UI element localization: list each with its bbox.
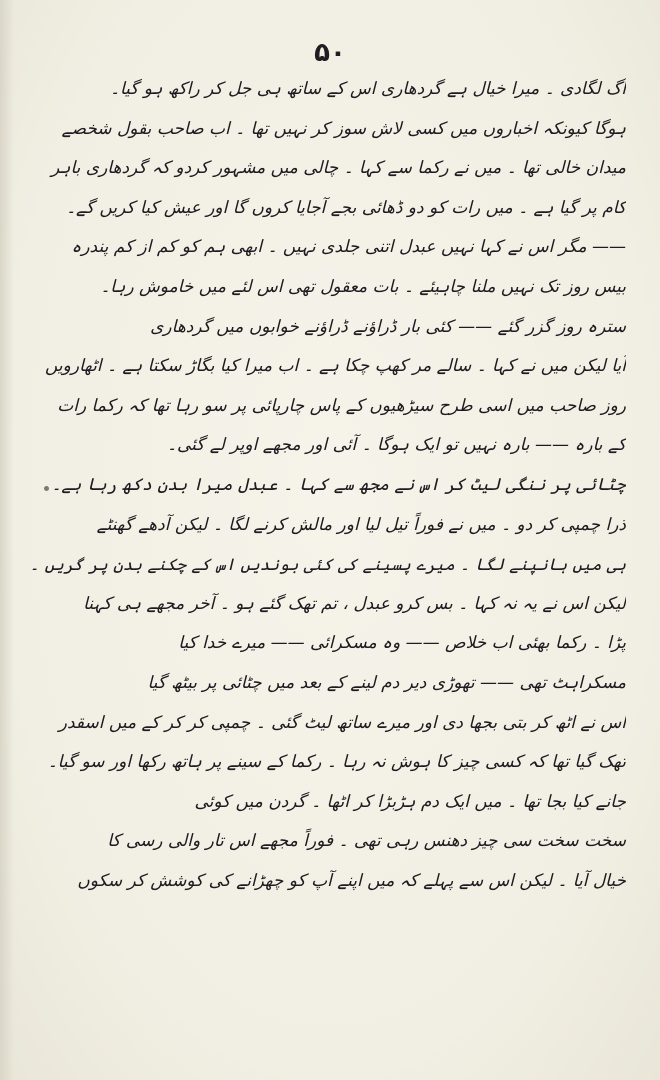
text-line: آگ لگادی ۔ میرا خیال ہے گردھاری اس کے ساتھ ہی جل کر راکھ ہو گیا۔ — [109, 79, 626, 99]
text-line: خیال آیا ۔ لیکن اس سے پہلے کہ میں اپنے آپ کو چھڑانے کی کوشش کر سکوں — [77, 870, 626, 891]
text-line: تھک گیا تھا کہ کسی چیز کا ہوش نہ رہا ۔ رکما کے سینے پر ہاتھ رکھا اور سو گیا۔ — [47, 752, 626, 773]
page-number: ۵۰ — [314, 38, 346, 68]
text-line: سترہ روز گزر گئے —— کئی بار ڈراؤنے ڈراؤنے خوابوں میں گردھاری — [150, 316, 626, 337]
text-line: ہی میں ہانپنے لگا ۔ میرے پسینے کی کئی بوندیں اس کے چکنے بدن پر گریں ۔ — [30, 555, 626, 575]
text-line: آیا لیکن میں نے کہا ۔ سالے مر کھپ چکا ہے ۔ اب میرا کیا بگاڑ سکتا ہے ۔ اٹھارویں — [44, 356, 626, 377]
text-line: روز صاحب میں اسی طرح سیڑھیوں کے پاس چارپائی پر سو رہا تھا کہ رکما رات — [57, 395, 626, 416]
text-line: چٹائی پر ننگی لیٹ کر اس نے مجھ سے کہا ۔ عبدل میرا بدن دکھ رہا ہے۔ — [51, 474, 626, 495]
text-line: اس نے اٹھ کر بتی بجھا دی اور میرے ساتھ لیٹ گئی ۔ چمپی کر کر کے میں اسقدر — [58, 712, 626, 733]
text-line: کام پر گیا ہے ۔ میں رات کو دو ڈھائی بجے آجایا کروں گا اور عیش کیا کریں گے۔ — [66, 197, 626, 218]
text-line: ذرا چمپی کر دو ۔ میں نے فوراً تیل لیا اور مالش کرنے لگا ۔ لیکن آدھے گھنٹے — [96, 514, 626, 535]
text-line: بیس روز تک نہیں ملنا چاہیئے ۔ بات معقول تھی اس لئے میں خاموش رہا۔ — [100, 276, 626, 297]
text-line: مسکراہٹ تھی —— تھوڑی دیر دم لینے کے بعد میں چٹائی پر بیٹھ گیا — [147, 672, 626, 693]
text-line: سخت سخت سی چیز دھنس رہی تھی ۔ فوراً مجھے اس تار والی رسی کا — [107, 831, 626, 852]
body-text — [30, 70, 626, 901]
text-line: لیکن اس نے یہ نہ کہا ۔ بس کرو عبدل ، تم تھک گئے ہو ۔ آخر مجھے ہی کہنا — [83, 593, 626, 614]
text-line: —— مگر اس نے کہا نہیں عبدل اتنی جلدی نہیں ۔ ابھی ہم کو کم از کم پندرہ — [71, 237, 626, 258]
text-line: کے بارہ —— بارہ نہیں تو ایک ہوگا ۔ آئی اور مجھے اوپر لے گئی۔ — [167, 435, 626, 456]
text-line: جانے کیا بجا تھا ۔ میں ایک دم ہڑبڑا کر اٹھا ۔ گردن میں کوئی — [194, 791, 626, 812]
ink-speck — [44, 486, 49, 491]
text-line: پڑا ۔ رکما بھئی اب خلاص —— وہ مسکرائی —— میرے خدا کیا — [178, 633, 626, 654]
binding-shadow — [0, 0, 14, 1080]
text-line: ہوگا کیونکہ اخباروں میں کسی لاش سوز کر نہیں تھا ۔ اب صاحب بقول شخصے — [61, 118, 626, 139]
text-line: میدان خالی تھا ۔ میں نے رکما سے کہا ۔ چالی میں مشہور کردو کہ گردھاری باہر — [51, 158, 626, 179]
